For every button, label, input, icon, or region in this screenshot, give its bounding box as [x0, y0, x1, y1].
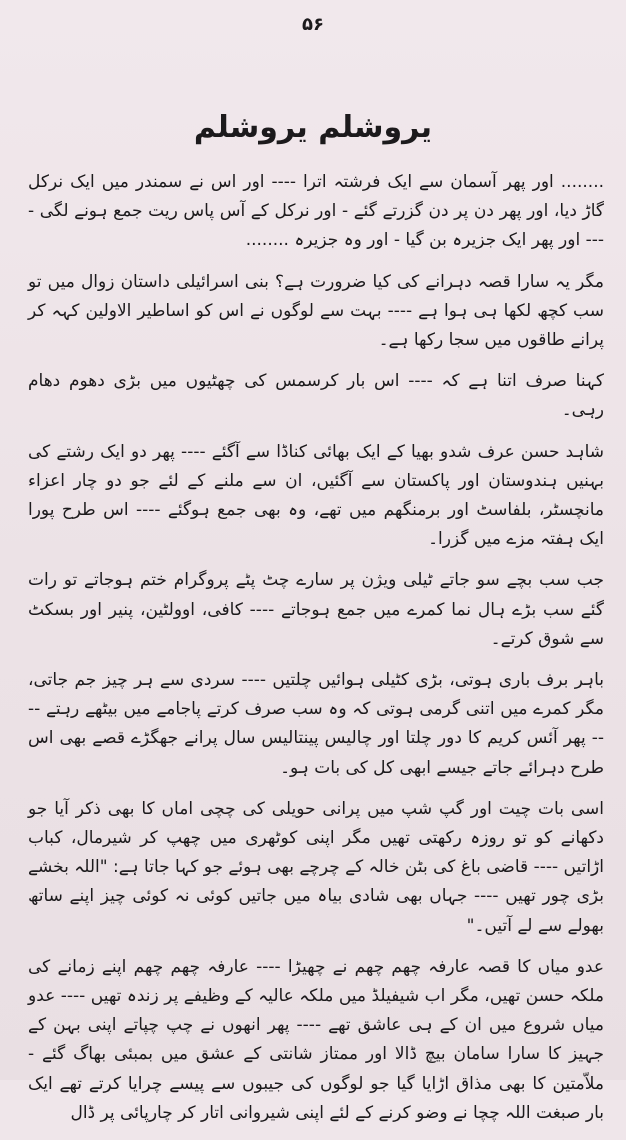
paragraph-3: کہنا صرف اتنا ہے کہ ---- اس بار کرسمس کی چھٹیوں میں بڑی دھوم دھام رہی۔ [28, 371, 604, 421]
paragraph-8: عدو میاں کا قصہ عارفہ چھم چھم نے چھیڑا ---- عارفہ چھم چھم اپنے زمانے کی ملکہ حسن تھیں، مگر اب شیفیلڈ میں ملکہ عالیہ کے وظیفے پر زندہ تھیں ---- عدو میاں شروع میں ان کے ہی عاشق تھے ---- پھر انھوں نے چپ چپاتے اپنی بہن کے جہیز کا سارا سامان بیچ ڈالا اور ممتاز شانتی کے عشق میں بمبئی بھاگ گئے - ملاّمتین کا بھی مذاق اڑایا گیا جو لوگوں کی جیبوں سے پیسے چرایا کرتے تھے ایک بار صبغت اللہ چچا نے وضو کرنے کے لئے اپنی شیروانی اتار کر چارپائی پر ڈال [28, 956, 604, 1123]
paragraph-5: جب سب بچے سو جاتے ٹیلی ویژن پر سارے چٹ پٹے پروگرام ختم ہوجاتے تو رات گئے سب بڑے ہال نما کمرے میں جمع ہوجاتے ---- کافی، اوولٹین، پنیر اور بسکٹ سے شوق کرتے۔ [28, 570, 604, 649]
paragraph-1: ........ اور پھر آسمان سے ایک فرشتہ اترا ---- اور اس نے سمندر میں ایک نرکل گاڑ دیا، اور پھر دن پر دن گزرتے گئے - اور نرکل کے آس پاس ریت جمع ہونے لگی ---- اور پھر ایک جزیرہ بن گیا - اور وہ جزیرہ ........ [28, 172, 604, 251]
paragraph-2: مگر یہ سارا قصہ دہرانے کی کیا ضرورت ہے؟ بنی اسرائیلی داستان زوال میں تو سب کچھ لکھا ہی ہوا ہے ---- بہت سے لوگوں نے اس کو اساطیر الاولین کہہ کر پرانے طاقوں میں سجا رکھا ہے۔ [28, 271, 604, 351]
chapter-title: یروشلم یروشلم [193, 110, 433, 145]
page-number: ۵۶ [302, 14, 324, 35]
paragraph-6: باہر برف باری ہوتی، بڑی کٹیلی ہوائیں چلتیں ---- سردی سے ہر چیز جم جاتی، مگر کمرے میں اتنی گرمی ہوتی کہ وہ سب صرف کرتے پاجامے میں بیٹھے رہتے ---- پھر آئس کریم کا دور چلتا اور چالیس پینتالیس سال پرانے جھگڑے قصے بھی اس طرح دہرائے جاتے جیسے ابھی کل کی بات ہو۔ [28, 670, 604, 778]
paragraph-4: شاہد حسن عرف شدو بھیا کے ایک بھائی کناڈا سے آگئے ---- پھر دو ایک رشتے کی بہنیں ہندوستان اور پاکستان سے آگئیں، ان سے ملنے کے لئے جو دو چار اعزاء مانچسٹر، بلفاسٹ اور برمنگھم میں تھے، وہ بھی جمع ہوگئے ---- اس طرح پورا ایک ہفتہ مزے میں گزرا۔ [28, 441, 604, 550]
paragraph-7: اسی بات چیت اور گپ شپ میں پرانی حویلی کی چچی اماں کا بھی ذکر آیا جو دکھانے کو تو روزہ رکھتی تھیں مگر اپنی کوٹھری میں چھپ کر شیرمال، کباب اڑاتیں ---- قاضی باغ کی بٹن خالہ کے چرچے بھی ہوئے جو کہا جاتا ہے: "اللہ بخشے بڑی چور تھیں ---- جہاں بھی شادی بیاہ میں جاتیں کوئی نہ کوئی چیز اپنے ساتھ بھولے سے لے آتیں۔" [28, 798, 604, 936]
body-text [28, 168, 604, 1140]
